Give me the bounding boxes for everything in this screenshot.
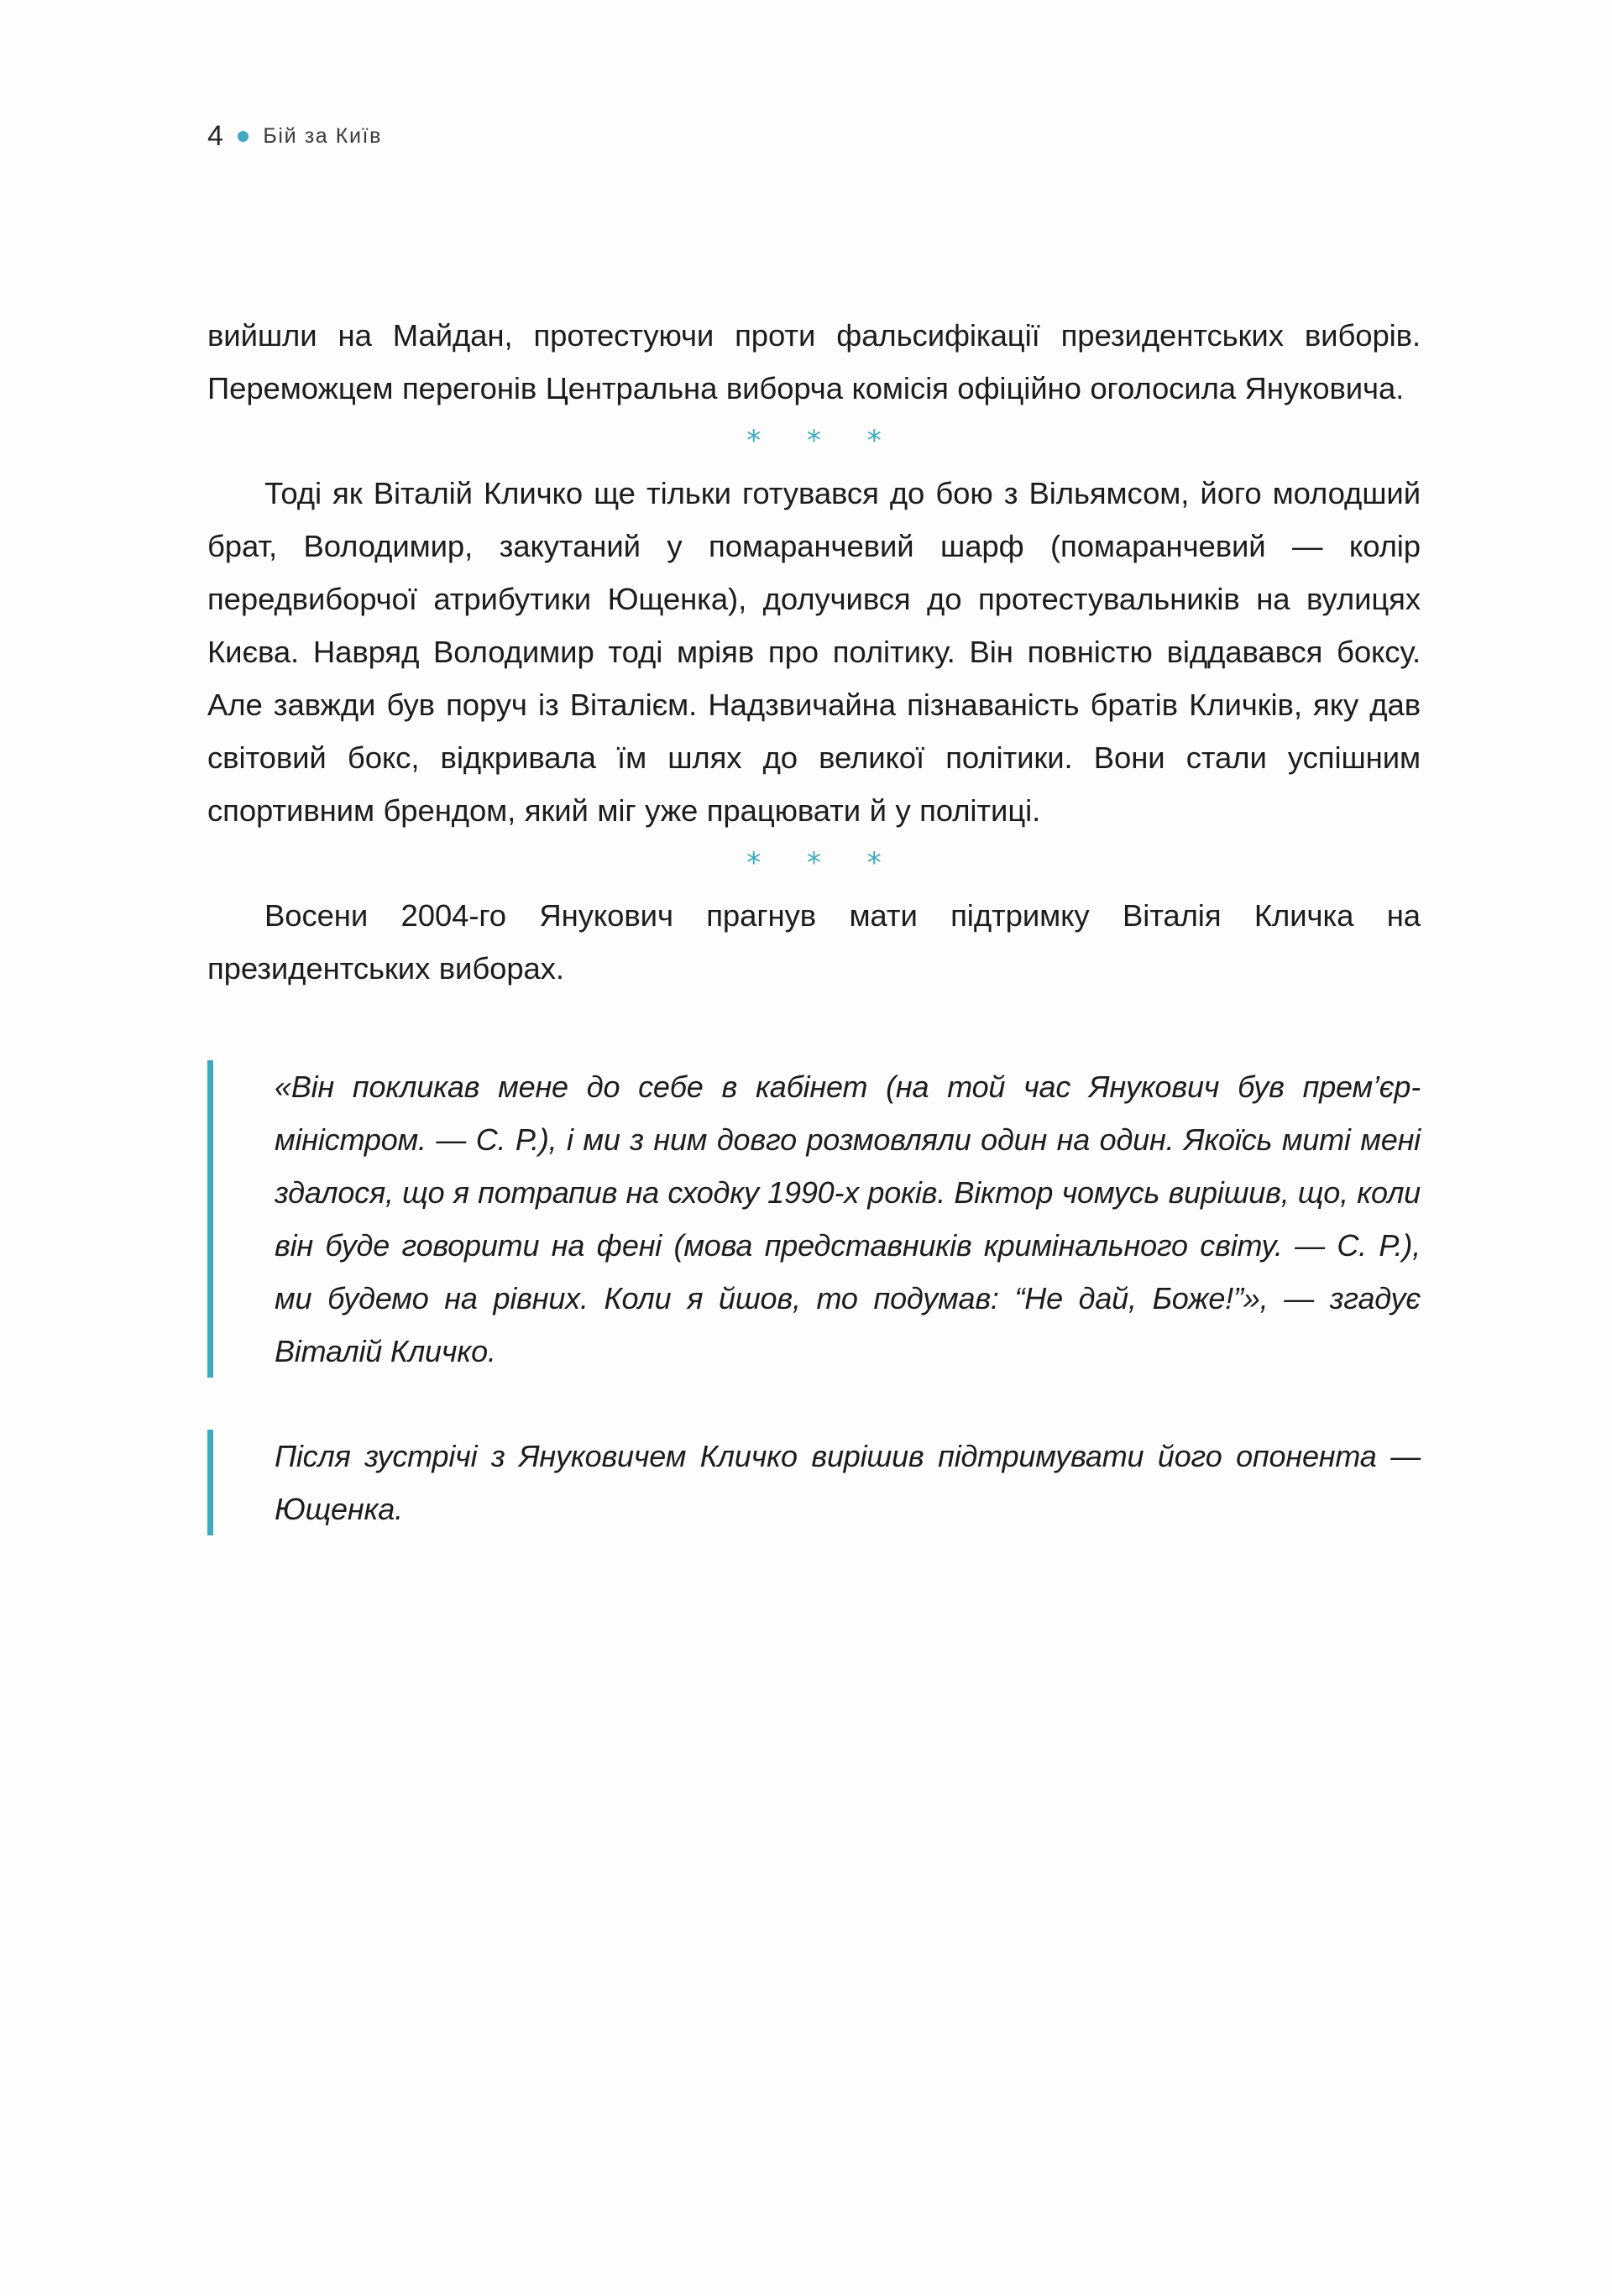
running-title: Бій за Київ bbox=[263, 123, 382, 148]
asterisk-separator-icon: * * * bbox=[746, 846, 900, 880]
quote-rule bbox=[207, 1430, 213, 1535]
paragraph-1: вийшли на Майдан, протестуючи проти фальсифікації президентських виборів. Переможцем перегонів Центральна виборча комісія офіційно оголосила Януковича. bbox=[207, 318, 1421, 405]
spacer bbox=[207, 1378, 1421, 1430]
blockquote-1 bbox=[207, 1060, 1421, 1378]
blockquote-1-text: «Він покликав мене до себе в кабінет (на той час Янукович був прем’єр-міністром. — С. Р.), і ми з ним довго розмовляли один на один. Якоїсь миті мені здалося, що я потрапив на сходку 1990-х років. Віктор чомусь вирішив, що, коли він буде говорити на фені (мова представників кримінального світу. — С. Р.), ми будемо на рівних. Коли я йшов, то подумав: “Не дай, Боже!”», — згадує Віталій Кличко. bbox=[275, 1070, 1421, 1368]
spacer bbox=[207, 995, 1421, 1060]
page-number: 4 bbox=[207, 120, 224, 152]
dot-icon bbox=[238, 131, 249, 142]
running-head bbox=[207, 118, 382, 154]
paragraph-2: Тоді як Віталій Кличко ще тільки готувався до бою з Вільямсом, його молодший брат, Володимир, закутаний у помаранчевий шарф (помаранчевий — колір передвиборчої атрибутики Ющенка), долучився до протестувальників на вулицях Києва. Навряд Володимир тоді мріяв про політику. Він повністю віддавався боксу. Але завжди був поруч із Віталієм. Надзвичайна пізнаваність братів Кличків, яку дав світовий бокс, відкривала їм шлях до великої політики. Вони стали успішним спортивним брендом, який міг уже працювати й у політиці. bbox=[207, 476, 1421, 828]
quote-rule bbox=[207, 1060, 213, 1378]
text-column bbox=[207, 309, 1421, 1535]
paragraph-3: Восени 2004-го Янукович прагнув мати підтримку Віталія Кличка на президентських виборах. bbox=[207, 898, 1421, 986]
blockquote-2-text: Після зустрічі з Януковичем Кличко вирішив підтримувати його опонента — Ющенка. bbox=[275, 1439, 1421, 1526]
asterisk-separator-icon: * * * bbox=[746, 424, 900, 458]
blockquote-2 bbox=[207, 1430, 1421, 1535]
